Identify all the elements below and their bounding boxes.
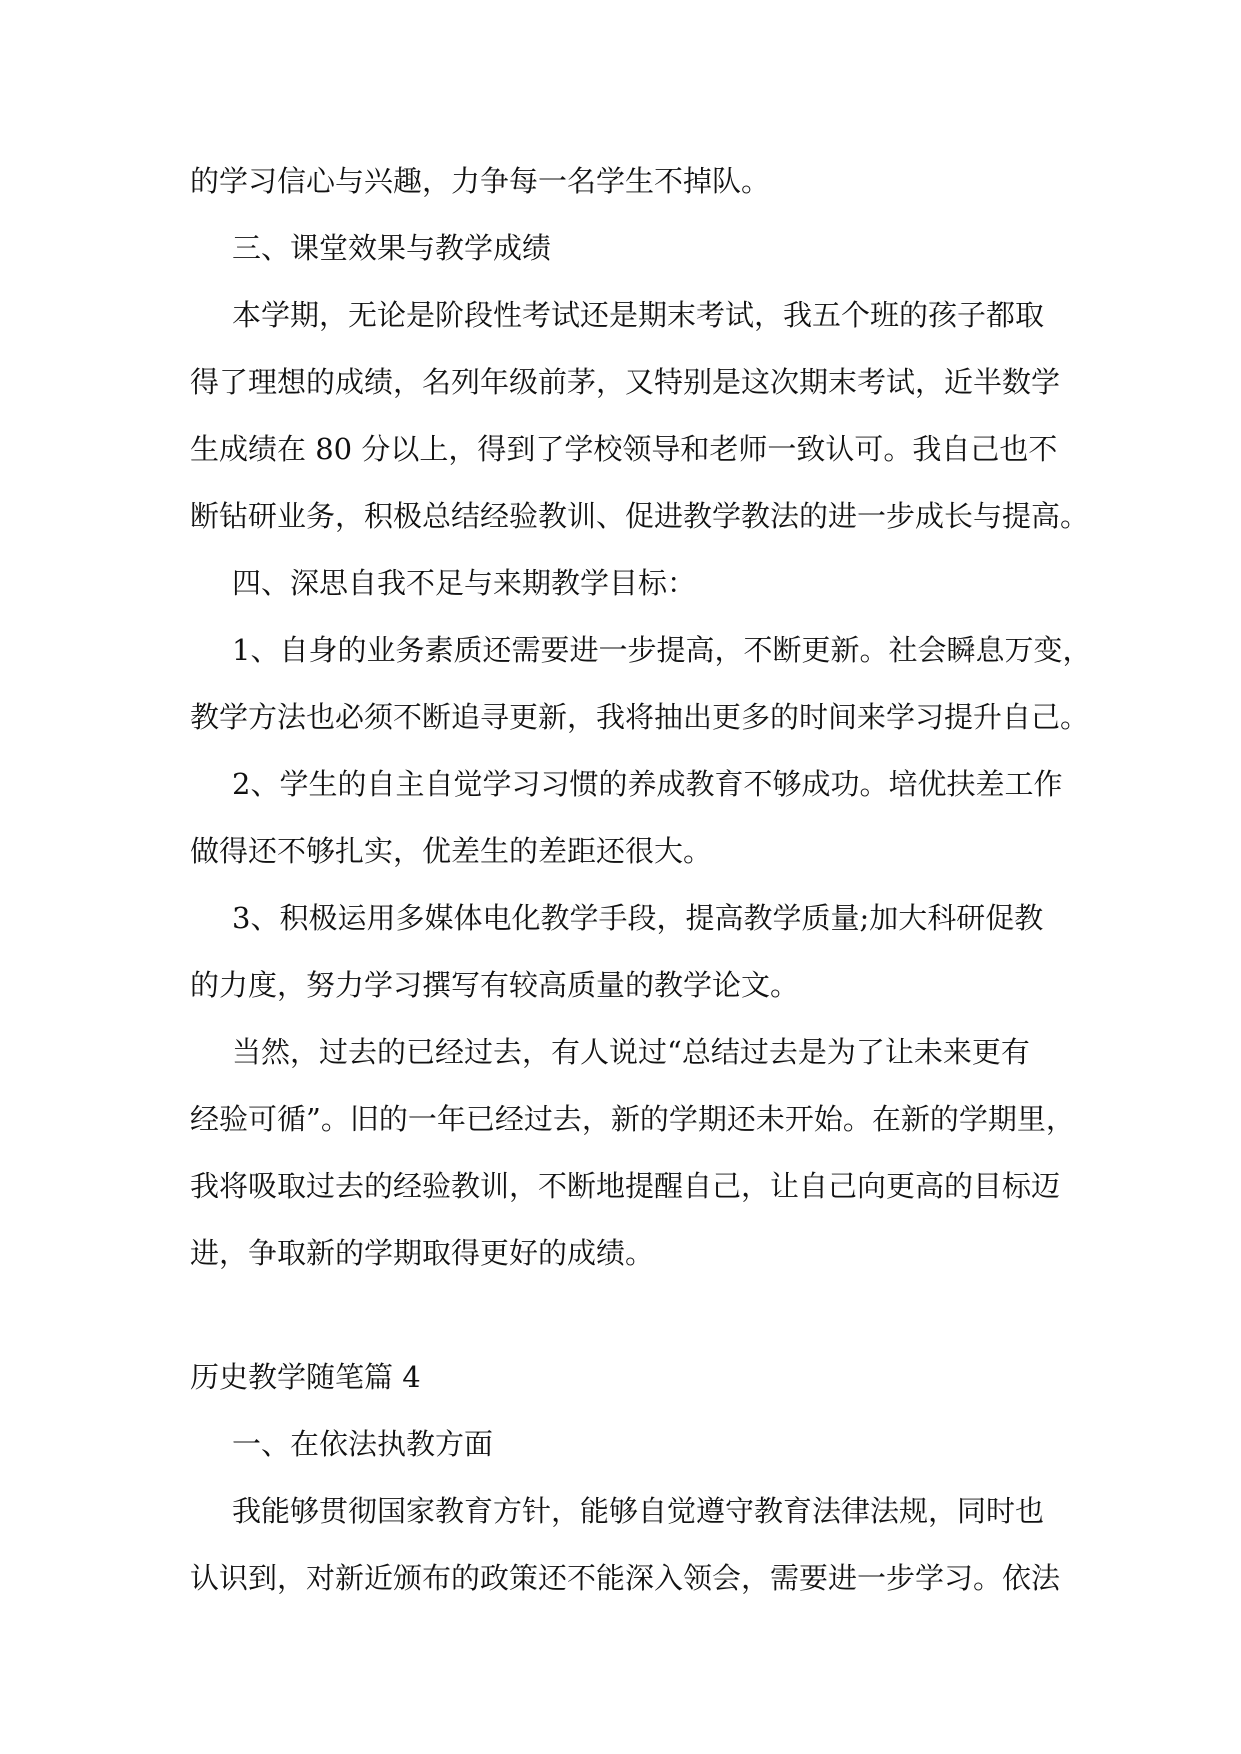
paragraph-line: 的学习信心与兴趣，力争每一名学生不掉队。 bbox=[190, 164, 771, 198]
paragraph-line: 的力度，努力学习撰写有较高质量的教学论文。 bbox=[190, 968, 800, 1002]
paragraph-line: 当然，过去的已经过去，有人说过“总结过去是为了让未来更有 bbox=[232, 1035, 1030, 1069]
paragraph-line: 得了理想的成绩，名列年级前茅，又特别是这次期末考试，近半数学 bbox=[190, 365, 1061, 399]
article-title: 历史教学随笔篇 4 bbox=[190, 1360, 421, 1394]
paragraph-line: 经验可循”。旧的一年已经过去，新的学期还未开始。在新的学期里， bbox=[190, 1102, 1075, 1136]
section-heading-3: 三、课堂效果与教学成绩 bbox=[232, 231, 552, 265]
section-heading-1: 一、在依法执教方面 bbox=[232, 1427, 494, 1461]
paragraph-line: 我将吸取过去的经验教训，不断地提醒自己，让自己向更高的目标迈 bbox=[190, 1169, 1061, 1203]
paragraph-line: 教学方法也必须不断追寻更新，我将抽出更多的时间来学习提升自己。 bbox=[190, 700, 1090, 734]
paragraph-line: 做得还不够扎实，优差生的差距还很大。 bbox=[190, 834, 713, 868]
paragraph-line: 生成绩在 80 分以上，得到了学校领导和老师一致认可。我自己也不 bbox=[190, 432, 1058, 466]
paragraph-line: 我能够贯彻国家教育方针，能够自觉遵守教育法律法规，同时也 bbox=[232, 1494, 1045, 1528]
list-item-2: 2、学生的自主自觉学习习惯的养成教育不够成功。培优扶差工作 bbox=[232, 767, 1063, 801]
section-heading-4: 四、深思自我不足与来期教学目标： bbox=[232, 566, 697, 600]
paragraph-line: 断钻研业务，积极总结经验教训、促进教学教法的进一步成长与提高。 bbox=[190, 499, 1090, 533]
paragraph-line: 本学期，无论是阶段性考试还是期末考试，我五个班的孩子都取 bbox=[232, 298, 1045, 332]
paragraph-line: 进，争取新的学期取得更好的成绩。 bbox=[190, 1236, 655, 1270]
paragraph-line: 认识到，对新近颁布的政策还不能深入领会，需要进一步学习。依法 bbox=[190, 1561, 1061, 1595]
list-item-1: 1、自身的业务素质还需要进一步提高，不断更新。社会瞬息万变， bbox=[232, 633, 1092, 667]
list-item-3: 3、积极运用多媒体电化教学手段，提高教学质量;加大科研促教 bbox=[232, 901, 1044, 935]
